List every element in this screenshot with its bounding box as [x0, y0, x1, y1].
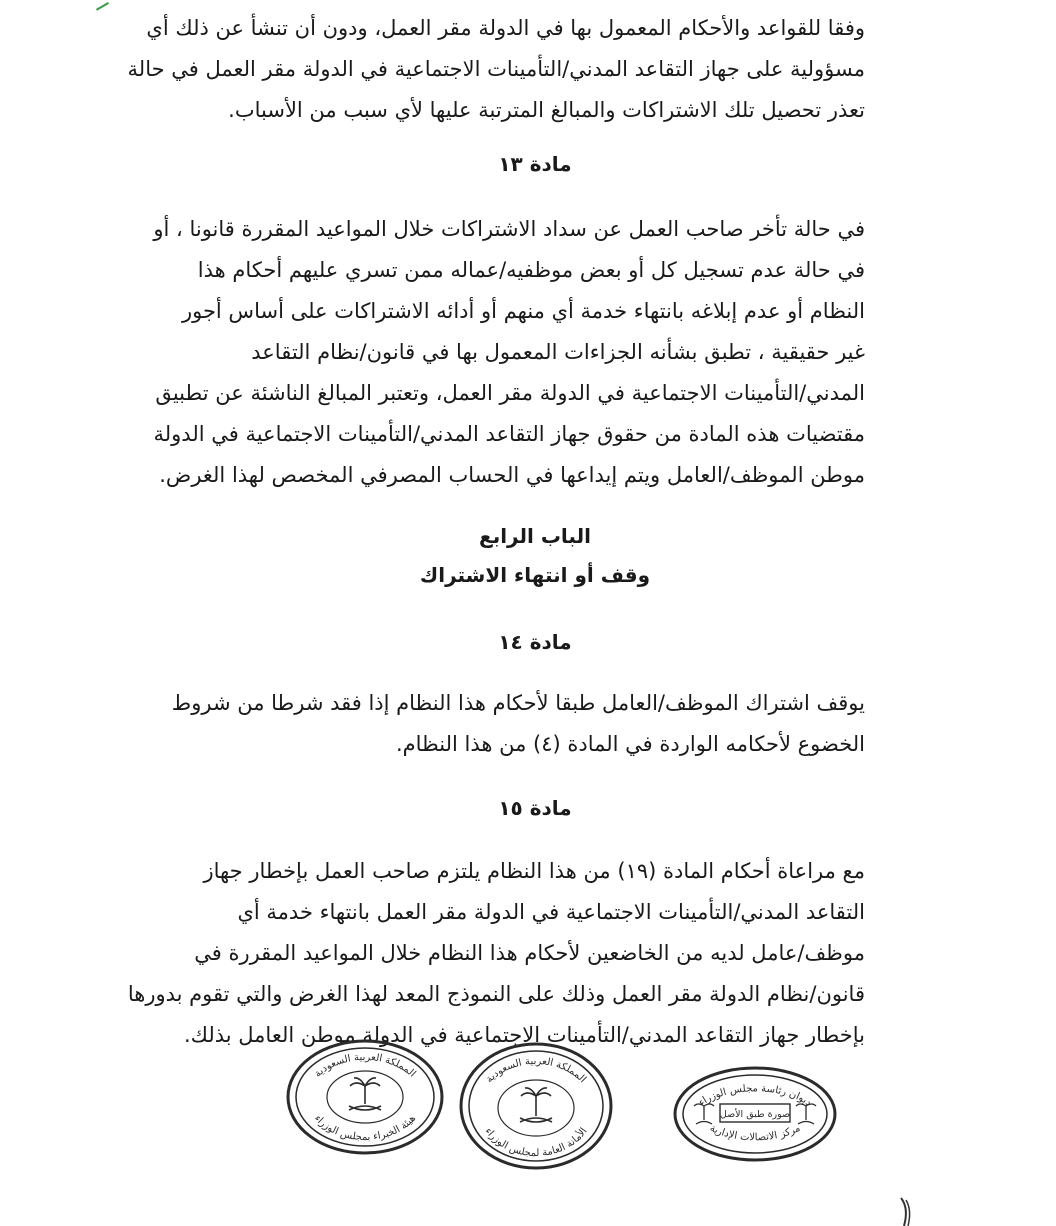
- text-line: تعذر تحصيل تلك الاشتراكات والمبالغ المترتبة عليها لأي سبب من الأسباب.: [228, 98, 865, 122]
- svg-text:ديوان رئاسة مجلس الوزراء: [697, 1083, 814, 1108]
- page-edge-mark: [898, 1196, 912, 1226]
- text-line: بإخطار جهاز التقاعد المدني/التأمينات الاجتماعية في الدولة موطن العامل بذلك.: [183, 1023, 865, 1047]
- text-line: المدني/التأمينات الاجتماعية في الدولة مقر العمل، وتعتبر المبالغ الناشئة عن تطبيق: [155, 381, 865, 405]
- text-line: موظف/عامل لديه من الخاضعين لأحكام هذا النظام خلال المواعيد المقررة في: [194, 941, 865, 965]
- green-tick-mark: [91, 0, 109, 11]
- text-line: وفقا للقواعد والأحكام المعمول بها في الدولة مقر العمل، ودون أن تنشأ عن ذلك أي: [146, 16, 865, 40]
- text-line: قانون/نظام الدولة مقر العمل وذلك على النموذج المعد لهذا الغرض والتي تقوم بدورها: [127, 982, 865, 1006]
- intro-paragraph: [127, 8, 865, 131]
- seal-top-text: المملكة العربية السعودية: [312, 1051, 418, 1080]
- article-15-paragraph: [127, 851, 865, 1056]
- text-line: النظام أو عدم إبلاغه بانتهاء خدمة أي منهم أو أدائه الاشتراكات على أساس أجور: [181, 299, 865, 323]
- cabinet-diwan-true-copy-seal: [672, 1064, 838, 1164]
- seal-bottom-text: الأمانة العامة لمجلس الوزراء: [482, 1126, 590, 1160]
- text-line: مقتضيات هذه المادة من حقوق جهاز التقاعد المدني/التأمينات الاجتماعية في الدولة: [153, 422, 865, 446]
- text-line: في حالة عدم تسجيل كل أو بعض موظفيه/عماله ممن تسري عليهم أحكام هذا: [197, 258, 865, 282]
- text-line: مع مراعاة أحكام المادة (١٩) من هذا النظام يلتزم صاحب العمل بإخطار جهاز: [203, 859, 865, 883]
- palm-swords-emblem-icon: [520, 1088, 552, 1122]
- article-13-heading: مادة ١٣: [498, 152, 572, 176]
- text-line: الخضوع لأحكامه الواردة في المادة (٤) من هذا النظام.: [395, 732, 865, 756]
- chapter-title: الباب الرابع: [479, 524, 591, 548]
- seal-bottom-text: مركز الاتصالات الإدارية: [707, 1122, 803, 1144]
- svg-text:الأمانة العامة لمجلس الوزراء: [482, 1126, 589, 1159]
- text-line: التقاعد المدني/التأمينات الاجتماعية في الدولة مقر العمل بانتهاء خدمة أي: [237, 900, 865, 924]
- bureau-of-experts-seal: [285, 1038, 445, 1156]
- seal-center-text: صورة طبق الأصل: [719, 1109, 791, 1120]
- article-14-heading: مادة ١٤: [498, 630, 572, 654]
- text-line: غير حقيقية ، تطبق بشأنه الجزاءات المعمول بها في قانون/نظام التقاعد: [251, 340, 865, 364]
- text-line: مسؤولية على جهاز التقاعد المدني/التأمينات الاجتماعية في الدولة مقر العمل في حالة: [127, 57, 865, 81]
- general-secretariat-seal: [458, 1040, 614, 1172]
- chapter-subtitle: وقف أو انتهاء الاشتراك: [419, 563, 651, 587]
- article-14-paragraph: [171, 683, 865, 765]
- text-line: يوقف اشتراك الموظف/العامل طبقا لأحكام هذا النظام إذا فقد شرطا من شروط: [171, 691, 865, 715]
- seal-top-text: المملكة العربية السعودية: [484, 1055, 589, 1086]
- seal-bottom-text: هيئة الخبراء بمجلس الوزراء: [311, 1113, 419, 1144]
- article-13-paragraph: [153, 209, 865, 496]
- article-15-heading: مادة ١٥: [498, 796, 572, 820]
- text-line: موطن الموظف/العامل ويتم إيداعها في الحساب المصرفي المخصص لهذا الغرض.: [159, 463, 865, 487]
- svg-text:مركز الاتصالات الإدارية: [708, 1123, 802, 1144]
- seal-top-text: ديوان رئاسة مجلس الوزراء: [696, 1083, 814, 1109]
- palm-swords-emblem-icon: [349, 1078, 381, 1110]
- text-line: في حالة تأخر صاحب العمل عن سداد الاشتراكات خلال المواعيد المقررة قانونا ، أو: [153, 217, 865, 241]
